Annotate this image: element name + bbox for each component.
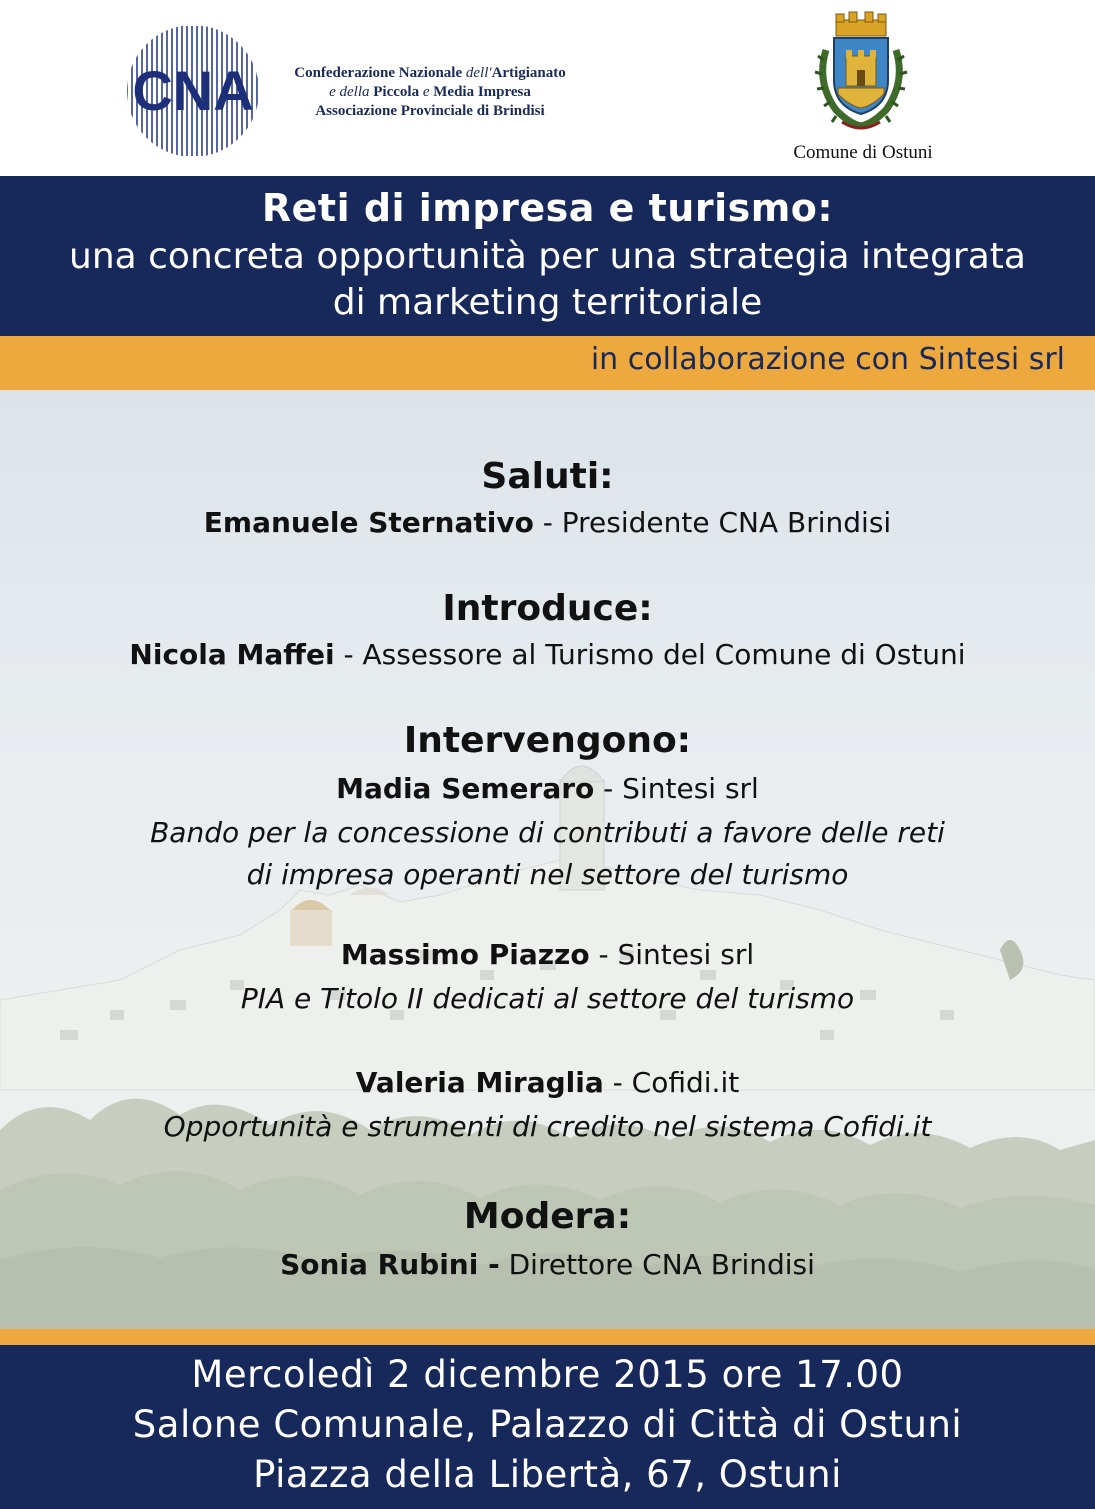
speaker-1-topic-line1: [0, 816, 1095, 849]
cna-organization-name: [272, 64, 588, 121]
saluti-line: [0, 506, 1095, 539]
speaker-2-affiliation: - Sintesi srl: [589, 938, 755, 971]
header: [0, 0, 1095, 176]
event-details-footer: [0, 1345, 1095, 1509]
modera-heading: Modera:: [463, 1196, 632, 1237]
ostuni-crest: [812, 10, 910, 134]
cna-logo: [122, 22, 264, 160]
introduce-name: Nicola Maffei: [129, 638, 335, 671]
collaboration-band: [0, 336, 1095, 390]
comune-label: Comune di Ostuni: [793, 142, 933, 163]
event-date: Mercoledì 2 dicembre 2015 ore 17.00: [191, 1353, 904, 1396]
collaboration-text: in collaborazione con Sintesi srl: [590, 342, 1065, 377]
event-subtitle: [0, 234, 1095, 326]
introduce-heading: Introduce:: [442, 588, 653, 629]
event-subtitle-line1: una concreta opportunità per una strategia integrata: [69, 236, 1026, 277]
event-subtitle-line2: di marketing territoriale: [332, 282, 763, 323]
program-area: [0, 390, 1095, 1329]
speaker-3-name: Valeria Miraglia: [355, 1066, 604, 1099]
speaker-3-topic-line1: [0, 1110, 1095, 1143]
speaker-2-line: [0, 938, 1095, 971]
saluti-role: - Presidente CNA Brindisi: [533, 506, 892, 539]
speaker-3-line: [0, 1066, 1095, 1099]
speaker-1-affiliation: - Sintesi srl: [594, 772, 759, 805]
introduce-role: - Assessore al Turismo del Comune di Ostuni: [334, 638, 966, 671]
event-venue: Salone Comunale, Palazzo di Città di Ostuni: [132, 1403, 963, 1446]
modera-name: Sonia Rubini -: [280, 1248, 500, 1281]
speaker-2-name: Massimo Piazzo: [340, 938, 590, 971]
title-band: [0, 176, 1095, 336]
org-line1-b: dell': [465, 65, 492, 81]
speaker-1-topic-line2: [0, 858, 1095, 891]
cna-logo-text: CNA: [132, 59, 254, 122]
speaker-1-topic1: Bando per la concessione di contributi a favore delle reti: [150, 816, 945, 849]
event-address: Piazza della Libertà, 67, Ostuni: [253, 1453, 842, 1496]
speaker-2-topic1: PIA e Titolo II dedicati al settore del turismo: [240, 982, 855, 1015]
speaker-2-topic-line1: [0, 982, 1095, 1015]
saluti-heading: Saluti:: [481, 456, 614, 497]
org-line3: Associazione Provinciale di Brindisi: [315, 103, 545, 119]
org-line1-a: Confederazione Nazionale: [294, 65, 466, 81]
org-line2-b: Piccola: [373, 84, 423, 100]
org-line2-c: e: [422, 84, 434, 100]
saluti-name: Emanuele Sternativo: [203, 506, 534, 539]
speaker-1-line: [0, 772, 1095, 805]
event-title: Reti di impresa e turismo:: [261, 186, 834, 230]
org-line1-c: Artigianato: [491, 65, 566, 81]
modera-line: [0, 1248, 1095, 1281]
modera-role: Direttore CNA Brindisi: [499, 1248, 815, 1281]
speaker-3-topic1: Opportunità e strumenti di credito nel sistema Cofidi.it: [163, 1110, 932, 1143]
speaker-3-affiliation: - Cofidi.it: [603, 1066, 740, 1099]
introduce-line: [0, 638, 1095, 671]
intervengono-heading: Intervengono:: [403, 720, 692, 761]
org-line2-d: Media Impresa: [433, 84, 531, 100]
org-line2-a: e della: [329, 84, 374, 100]
footer-divider: [0, 1329, 1095, 1345]
speaker-1-topic2: di impresa operanti nel settore del turismo: [246, 858, 849, 891]
speaker-1-name: Madia Semeraro: [336, 772, 595, 805]
